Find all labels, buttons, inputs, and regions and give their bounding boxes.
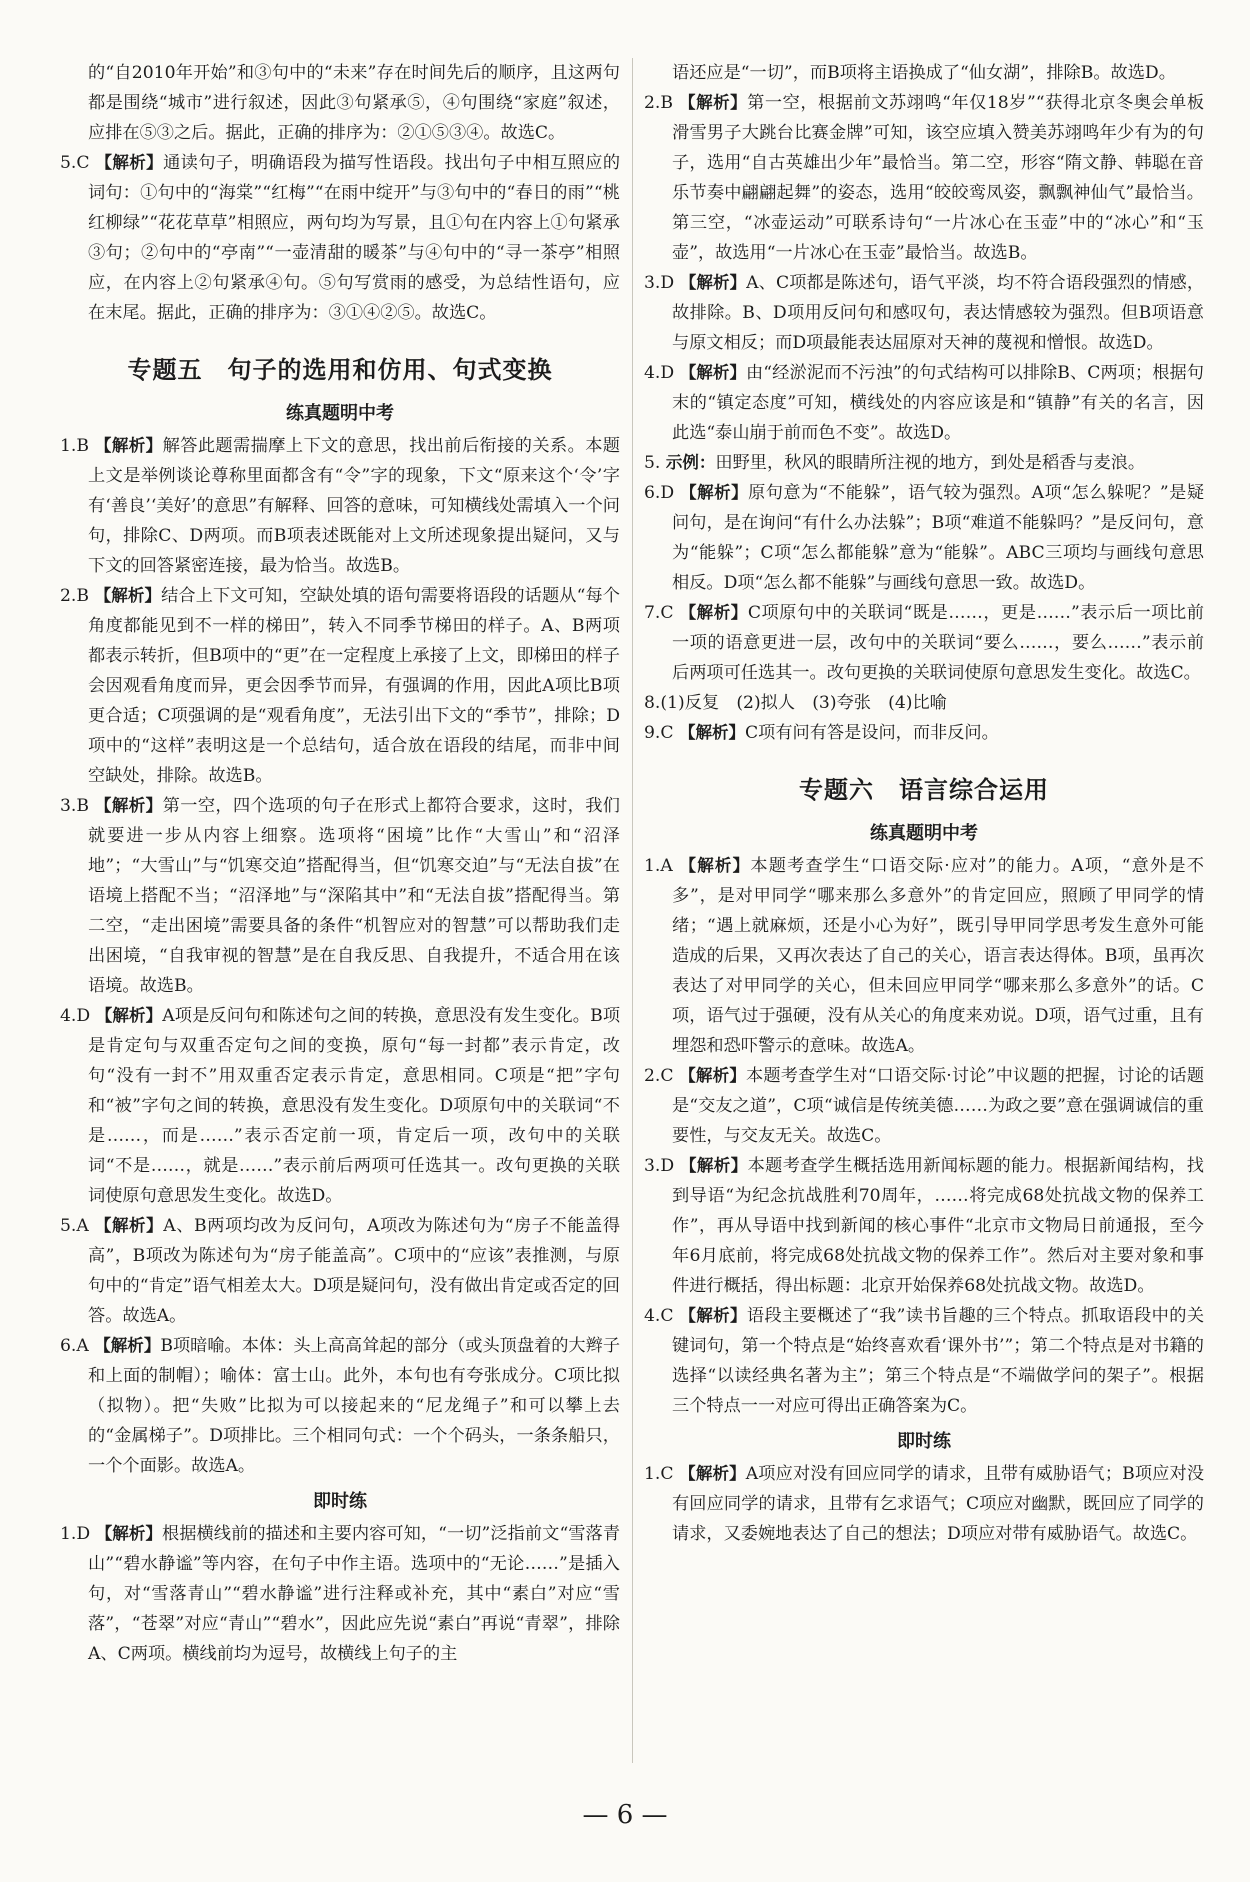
item-text: B项暗喻。本体：头上高高耸起的部分（或头顶盘着的大辫子和上面的制帽）；喻体：富士山。此外，本句也有夸张成分。C项比拟（拟物）。把“失败”比拟为可以接起来的“尼龙绳子”和可以攀上去的“金属梯子”。D项排比。三个相同句式：一个个码头，一条条船只，一个个面影。故选A。 bbox=[88, 1336, 621, 1476]
analysis-tag: 【解析】 bbox=[94, 1336, 161, 1355]
answer-item bbox=[60, 1519, 620, 1669]
answer-item bbox=[60, 581, 620, 791]
analysis-tag: 【解析】 bbox=[94, 586, 162, 605]
analysis-tag: 【解析】 bbox=[679, 1066, 747, 1085]
item-number: 7.C bbox=[644, 603, 674, 623]
analysis-tag: 【解析】 bbox=[94, 796, 163, 815]
item-text: 根据横线前的描述和主要内容可知，“一切”泛指前文“雪落青山”“碧水静谧”等内容，在句子中作主语。选项中的“无论……”是插入句，对“雪落青山”“碧水静谧”进行注释或补充，其中“素白”对应“雪落”，“苍翠”对应“青山”“碧水”，因此应先说“素白”再说“青翠”，排除A、C两项。横线前均为逗号，故横线上句子的主 bbox=[88, 1524, 621, 1664]
analysis-tag: 【解析】 bbox=[680, 1156, 748, 1175]
item-text: 由“经淤泥而不污浊”的句式结构可以排除B、C两项；根据句末的“镇定态度”可知，横线处的内容应该是和“镇静”有关的名言，因此选“泰山崩于前而色不变”。故选D。 bbox=[672, 363, 1205, 443]
answer-item bbox=[60, 1211, 620, 1331]
item-text: 第一空，四个选项的句子在形式上都符合要求，这时，我们就要进一步从内容上细察。选项将“困境”比作“大雪山”和“沼泽地”；“大雪山”与“饥寒交迫”搭配得当，但“饥寒交迫”与“无法自拔”在语境上搭配不当；“沼泽地”与“深陷其中”和“无法自拔”搭配得当。第二空，“走出困境”需要具备的条件“机智应对的智慧”可以帮助我们走出困境，“自我审视的智慧”是在自我反思、自我提升，不适合用在该语境。故选B。 bbox=[88, 796, 620, 996]
item-number: 3.D bbox=[644, 273, 675, 293]
subsection-title: 即时练 bbox=[313, 1491, 367, 1512]
item-text: 本题考查学生“口语交际·应对”的能力。A项，“意外是不多”，是对甲同学“哪来那么多意外”的肯定回应，照顾了甲同学的情绪；“遇上就麻烦，还是小心为好”，既引导甲同学思考发生意外可能造成的后果，又再次表达了自己的关心，语言表达得体。B项，虽再次表达了对甲同学的关心，但未回应甲同学“哪来那么多意外”的话。C项，语气过于强硬，没有从关心的角度来劝说。D项，语气过重，且有埋怨和恐吓警示的意味。故选A。 bbox=[672, 856, 1204, 1056]
item-text: A项是反问句和陈述句之间的转换，意思没有发生变化。B项是肯定句与双重否定句之间的变换，原句“每一封都”表示肯定，改句“没有一封不”用双重否定表示肯定，意思相同。C项是“把”字句和“被”字句之间的转换，意思没有发生变化。D项原句中的关联词“不是……，而是……”表示否定前一项，肯定后一项，改句中的关联词“不是……，就是……”表示前后两项可任选其一。改句更换的关联词使原句意思发生变化。故选D。 bbox=[88, 1006, 621, 1206]
answer-item bbox=[60, 1331, 620, 1481]
item-text: 语段主要概述了“我”读书旨趣的三个特点。抓取语段中的关键词句，第一个特点是“始终喜欢看‘课外书’”；第二个特点是对书籍的选择“以读经典名著为主”；第三个特点是“不端做学问的架子”。根据三个特点一一对应可得出正确答案为C。 bbox=[672, 1306, 1205, 1416]
answer-item bbox=[644, 88, 1204, 268]
item-text: 本题考查学生概括选用新闻标题的能力。根据新闻结构，找到导语“为纪念抗战胜利70周年，……将完成68处抗战文物的保养工作”，再从导语中找到新闻的核心事件“北京市文物局日前通报，至今年6月底前，将完成68处抗战文物的保养工作”。然后对主要对象和事件进行概括，得出标题：北京开始保养68处抗战文物。故选D。 bbox=[672, 1156, 1204, 1296]
item-number: 1.D bbox=[60, 1524, 91, 1544]
item-text: 解答此题需揣摩上下文的意思，找出前后衔接的关系。本题上文是举例谈论尊称里面都含有“令”字的现象，下文“原来这个‘令’字有‘善良’‘美好’的意思”有解释、回答的意味，可知横线处需填入一个问句，排除C、D两项。而B项表述既能对上文所述现象提出疑问，又与下文的回答紧密连接，最为恰当。故选B。 bbox=[88, 436, 620, 576]
item-number: 2.B bbox=[60, 586, 90, 606]
answer-item bbox=[644, 268, 1204, 358]
analysis-tag: 【解析】 bbox=[679, 856, 751, 875]
analysis-tag: 【解析】 bbox=[679, 1306, 747, 1325]
answer-item bbox=[644, 1061, 1204, 1151]
item-number: 1.A bbox=[644, 856, 673, 876]
subsection-title: 练真题明中考 bbox=[870, 823, 978, 844]
item-text: A、B两项均改为反问句，A项改为陈述句为“房子不能盖得高”，B项改为陈述句为“房子能盖高”。C项中的“应该”表推测，与原句中的“肯定”语气相差太大。D项是疑问句，没有做出肯定或否定的回答。故选A。 bbox=[88, 1216, 621, 1326]
right-column bbox=[644, 58, 1204, 1549]
answer-item bbox=[60, 431, 620, 581]
answer-item bbox=[644, 448, 1204, 478]
answer-item bbox=[644, 358, 1204, 448]
analysis-tag: 【解析】 bbox=[679, 273, 747, 292]
analysis-tag: 【解析】 bbox=[94, 436, 163, 455]
analysis-tag: 【解析】 bbox=[679, 93, 748, 112]
item-number: 6.D bbox=[644, 483, 675, 503]
analysis-tag: 【解析】 bbox=[95, 1006, 163, 1025]
item-number: 4.D bbox=[644, 363, 675, 383]
answer-item bbox=[60, 791, 620, 1001]
subsection-title: 练真题明中考 bbox=[286, 403, 394, 424]
item-number: 9.C bbox=[644, 723, 674, 743]
item-number: 1.C bbox=[644, 1464, 674, 1484]
item-text: A、C项都是陈述句，语气平淡，均不符合语段强烈的情感，故排除。B、D项用反问句和感叹句，表达情感较为强烈。但B项语意与原文相反；而D项最能表达屈原对天神的蔑视和憎恨。故选D。 bbox=[672, 273, 1205, 353]
item-number: 2.C bbox=[644, 1066, 674, 1086]
item-text: 本题考查学生对“口语交际·讨论”中议题的把握，讨论的话题是“交友之道”，C项“诚信是传统美德……为政之要”意在强调诚信的重要性，与交友无关。故选C。 bbox=[672, 1066, 1205, 1146]
answer-item-5 bbox=[60, 148, 620, 328]
item-text: 通读句子，明确语段为描写性语段。找出句子中相互照应的词句：①句中的“海棠”“红梅”“在雨中绽开”与③句中的“春日的雨”“桃红柳绿”“花花草草”相照应，两句均为写景，且①句在内容上①句紧承③句；②句中的“亭南”“一壶清甜的暖茶”与④句中的“寻一茶亭”相照应，在内容上②句紧承④句。⑤句写赏雨的感受，为总结性语句，应在末尾。据此，正确的排序为：③①④②⑤。故选C。 bbox=[88, 153, 621, 323]
analysis-tag: 【解析】 bbox=[679, 603, 748, 622]
answer-item bbox=[644, 1151, 1204, 1301]
answer-item bbox=[644, 1459, 1204, 1549]
continued-paragraph: 的“自2010年开始”和③句中的“未来”存在时间先后的顺序，且这两句都是围绕“城市”进行叙述，因此③句紧承⑤，④句围绕“家庭”叙述，应排在⑤③之后。据此，正确的排序为：②①⑤③④。故选C。 bbox=[88, 63, 620, 143]
answer-item bbox=[60, 1001, 620, 1211]
section-title-6: 专题六 语言综合运用 bbox=[799, 776, 1049, 804]
item-text: C项有问有答是设问，而非反问。 bbox=[745, 723, 999, 743]
section-title-5: 专题五 句子的选用和仿用、句式变换 bbox=[127, 356, 553, 384]
item-number: 4.C bbox=[644, 1306, 674, 1326]
answer-item bbox=[644, 1301, 1204, 1421]
answer-item bbox=[644, 478, 1204, 598]
item-number: 1.B bbox=[60, 436, 90, 456]
page-number: — 6 — bbox=[582, 1800, 668, 1830]
example-tag: 示例： bbox=[665, 453, 716, 472]
item-text: C项原句中的关联词“既是……，更是……”表示后一项比前一项的语意更进一层，改句中的关联词“要么……，要么……”表示前后两项可任选其一。改句更换的关联词使原句意思发生变化。故选C。 bbox=[672, 603, 1204, 683]
item-text: 第一空，根据前文苏翊鸣“年仅18岁”“获得北京冬奥会单板滑雪男子大跳台比赛金牌”可知，该空应填入赞美苏翊鸣年少有为的句子，选用“自古英雄出少年”最恰当。第二空，形容“隋文静、韩聪在音乐节奏中翩翩起舞”的姿态，选用“皎皎鸾凤姿，飘飘神仙气”最恰当。第三空，“冰壶运动”可联系诗句“一片冰心在玉壶”中的“冰心”和“玉壶”，故选用“一片冰心在玉壶”最恰当。故选B。 bbox=[672, 93, 1205, 263]
subsection-title: 即时练 bbox=[897, 1431, 951, 1452]
item-text: 田野里，秋风的眼睛所注视的地方，到处是稻香与麦浪。 bbox=[715, 453, 1146, 473]
answer-item bbox=[644, 718, 1204, 748]
analysis-tag: 【解析】 bbox=[679, 363, 747, 382]
item-number: 4.D bbox=[60, 1006, 91, 1026]
answer-item bbox=[644, 688, 1204, 718]
item-number: 5. bbox=[644, 453, 661, 473]
analysis-tag: 【解析】 bbox=[679, 1464, 746, 1483]
item-number: 3.D bbox=[644, 1156, 675, 1176]
analysis-tag: 【解析】 bbox=[679, 723, 746, 742]
item-text: 原句意为“不能躲”，语气较为强烈。A项“怎么躲呢？”是疑问句，是在询问“有什么办法躲”；B项“难道不能躲吗？”是反问句，意为“能躲”；C项“怎么都能躲”意为“能躲”。ABC三项均与画线句意思相反。D项“怎么都不能躲”与画线句意思一致。故选D。 bbox=[672, 483, 1205, 593]
item-text: 结合上下文可知，空缺处填的语句需要将语段的话题从“每个角度都能见到不一样的梯田”，转入不同季节梯田的样子。A、B两项都表示转折，但B项中的“更”在一定程度上承接了上文，即梯田的样子会因观看角度而异，更会因季节而异，有强调的作用，因此A项比B项更合适；C项强调的是“观看角度”，无法引出下文的“季节”，排除；D项中的“这样”表明这是一个总结句，适合放在语段的结尾，而非中间空缺处，排除。故选B。 bbox=[88, 586, 620, 786]
item-number: 8. bbox=[644, 693, 661, 713]
answer-item bbox=[644, 851, 1204, 1061]
item-number: 3.B bbox=[60, 796, 90, 816]
analysis-tag: 【解析】 bbox=[95, 153, 164, 172]
item-number: 6.A bbox=[60, 1336, 89, 1356]
analysis-tag: 【解析】 bbox=[95, 1524, 163, 1543]
item-text: A项应对没有回应同学的请求，且带有威胁语气；B项应对没有回应同学的请求，且带有乞求语气；C项应对幽默，既回应了同学的请求，又委婉地表达了自己的想法；D项应对带有威胁语气。故选C。 bbox=[672, 1464, 1205, 1544]
continued-paragraph: 语还应是“一切”，而B项将主语换成了“仙女湖”，排除B。故选D。 bbox=[672, 63, 1176, 83]
item-number: 5.C bbox=[60, 153, 90, 173]
analysis-tag: 【解析】 bbox=[94, 1216, 164, 1235]
analysis-tag: 【解析】 bbox=[680, 483, 749, 502]
item-number: 2.B bbox=[644, 93, 674, 113]
column-divider bbox=[632, 58, 633, 1763]
item-text: (1)反复 (2)拟人 (3)夸张 (4)比喻 bbox=[660, 693, 947, 713]
left-column bbox=[60, 58, 620, 1669]
item-number: 5.A bbox=[60, 1216, 89, 1236]
answer-item bbox=[644, 598, 1204, 688]
